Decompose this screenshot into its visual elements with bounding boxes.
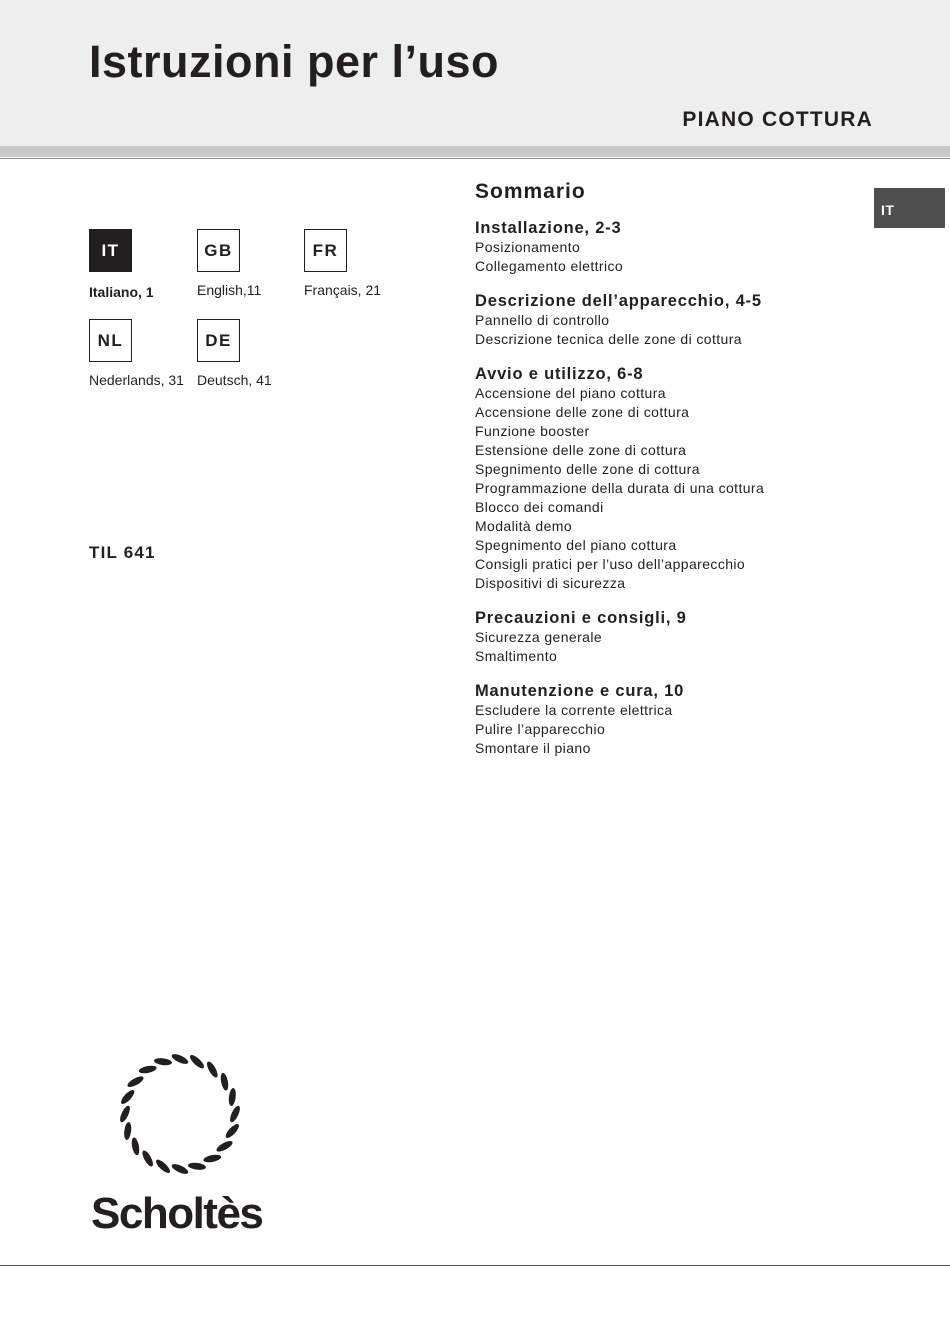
toc-item[interactable]: Funzione booster xyxy=(475,423,590,439)
sun-ray xyxy=(123,1122,132,1141)
toc-heading[interactable]: Manutenzione e cura, 10 xyxy=(475,682,685,700)
toc-title: Sommario xyxy=(475,180,586,203)
sun-ray xyxy=(140,1149,155,1168)
toc-heading[interactable]: Installazione, 2-3 xyxy=(475,219,622,237)
sun-ray xyxy=(215,1139,234,1154)
toc-item[interactable]: Dispositivi di sicurezza xyxy=(475,575,626,591)
toc-item[interactable]: Programmazione della durata di una cottura xyxy=(475,480,765,496)
toc-heading[interactable]: Descrizione dell’apparecchio, 4-5 xyxy=(475,292,762,310)
toc-section xyxy=(475,218,855,276)
footer-divider xyxy=(0,1265,950,1266)
language-side-tab[interactable]: IT xyxy=(874,188,945,228)
toc-item[interactable]: Smaltimento xyxy=(475,648,558,664)
toc-item[interactable]: Posizionamento xyxy=(475,239,581,255)
toc-item[interactable]: Pannello di controllo xyxy=(475,312,610,328)
sun-ray xyxy=(188,1162,207,1171)
lang-label-nl[interactable]: Nederlands, 31 xyxy=(89,372,184,388)
toc-section xyxy=(475,364,855,593)
toc-item[interactable]: Escludere la corrente elettrica xyxy=(475,702,673,718)
lang-label-fr[interactable]: Français, 21 xyxy=(304,282,382,298)
model-number: TIL 641 xyxy=(89,543,156,562)
toc-item[interactable]: Blocco dei comandi xyxy=(475,499,604,515)
toc-section xyxy=(475,608,855,666)
sun-ray xyxy=(224,1122,241,1140)
lang-box-de[interactable]: DE xyxy=(197,319,240,362)
sun-ray xyxy=(154,1057,173,1066)
sun-ray xyxy=(170,1052,189,1066)
toc-heading[interactable]: Avvio e utilizzo, 6-8 xyxy=(475,365,644,383)
lang-box-gb[interactable]: GB xyxy=(197,229,240,272)
sun-ray xyxy=(170,1162,189,1176)
toc-item[interactable]: Descrizione tecnica delle zone di cottura xyxy=(475,331,742,347)
sun-ray xyxy=(138,1064,157,1074)
toc-item[interactable]: Collegamento elettrico xyxy=(475,258,624,274)
lang-box-it[interactable]: IT xyxy=(89,229,132,272)
sun-ray xyxy=(203,1153,222,1163)
sun-ray xyxy=(205,1060,220,1079)
sun-ray xyxy=(154,1158,172,1175)
toc-item[interactable]: Consigli pratici per l’uso dell’apparecchio xyxy=(475,556,746,572)
toc-item[interactable]: Accensione del piano cottura xyxy=(475,385,666,401)
lang-label-de[interactable]: Deutsch, 41 xyxy=(197,372,272,388)
brand-wordmark: Scholtès xyxy=(91,1189,263,1238)
lang-box-fr[interactable]: FR xyxy=(304,229,347,272)
toc-item[interactable]: Accensione delle zone di cottura xyxy=(475,404,690,420)
toc-item[interactable]: Spegnimento delle zone di cottura xyxy=(475,461,700,477)
sun-ray xyxy=(126,1074,145,1089)
toc-item[interactable]: Modalità demo xyxy=(475,518,573,534)
header-divider xyxy=(0,146,950,157)
toc-section xyxy=(475,681,855,758)
toc-heading[interactable]: Precauzioni e consigli, 9 xyxy=(475,609,687,627)
sun-ray xyxy=(130,1137,140,1156)
toc-section xyxy=(475,291,855,349)
sun-ray xyxy=(119,1088,136,1106)
lang-label-gb[interactable]: English,11 xyxy=(197,282,262,298)
table-of-contents xyxy=(475,178,855,773)
sun-ray xyxy=(228,1104,242,1123)
sun-ray xyxy=(219,1072,229,1091)
sun-ray xyxy=(228,1088,237,1107)
toc-item[interactable]: Sicurezza generale xyxy=(475,629,603,645)
toc-item[interactable]: Pulire l’apparecchio xyxy=(475,721,606,737)
toc-item[interactable]: Smontare il piano xyxy=(475,740,591,756)
sun-ray xyxy=(188,1053,206,1070)
sun-ray xyxy=(118,1104,132,1123)
sun-burst-icon xyxy=(89,1048,271,1188)
page-title: Istruzioni per l’uso xyxy=(89,36,500,87)
toc-item[interactable]: Estensione delle zone di cottura xyxy=(475,442,687,458)
lang-label-it[interactable]: Italiano, 1 xyxy=(89,284,154,300)
lang-box-nl[interactable]: NL xyxy=(89,319,132,362)
product-type: PIANO COTTURA xyxy=(682,108,873,131)
header-divider-line xyxy=(0,158,950,159)
toc-item[interactable]: Spegnimento del piano cottura xyxy=(475,537,677,553)
